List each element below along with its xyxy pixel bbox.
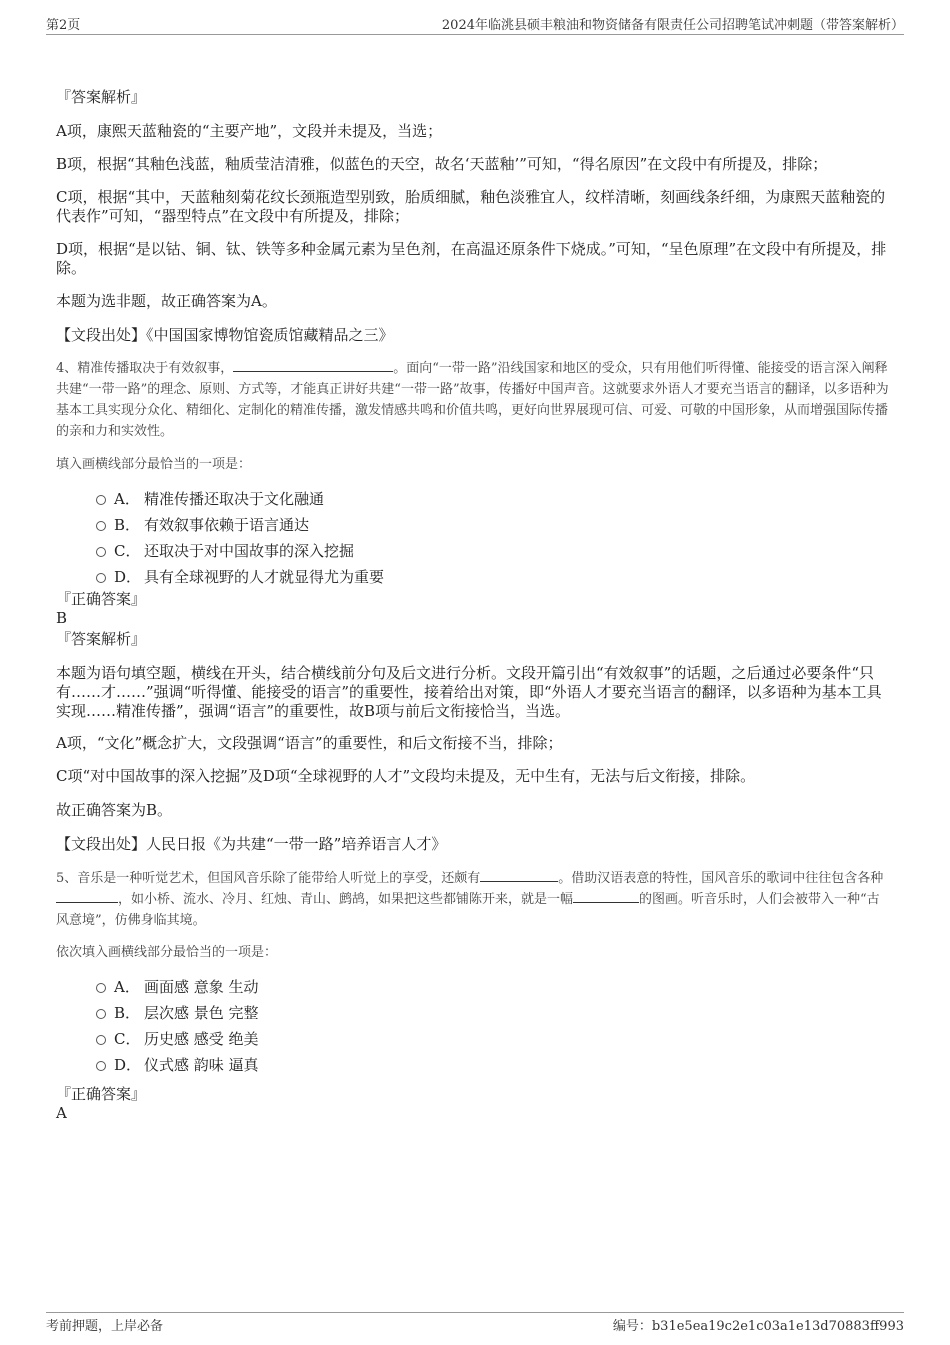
- page-header: [46, 14, 904, 35]
- radio-icon[interactable]: [96, 983, 106, 993]
- q4-option-b[interactable]: B． 有效叙事依赖于语言通达: [96, 515, 309, 535]
- q4-answer-label: 『正确答案』: [56, 590, 147, 608]
- q5-prompt: 依次填入画横线部分最恰当的一项是：: [56, 945, 278, 960]
- radio-icon[interactable]: [96, 1009, 106, 1019]
- q4-answer: B: [56, 609, 68, 627]
- q4-option-d[interactable]: D． 具有全球视野的人才就显得尤为重要: [96, 567, 384, 587]
- q4-option-a[interactable]: A． 精准传播还取决于文化融通: [96, 489, 324, 509]
- q5-option-d[interactable]: D． 仪式感 韵味 逼真: [96, 1055, 259, 1075]
- q4-stem-rest: 。面向“一带一路”沿线国家和地区的受众，只有用他们听得懂、能接受的语言深入阐释共建“一带一路”的理念、原则、方式等，才能真正讲好共建“一带一路”故事，传播好中国声音。这就要求外语人才要充当语言的翻译，以多语种为基本工具实现分众化、精细化、定制化的精准传播，激发情感共鸣和价值共鸣，更好向世界展现可信、可爱、可敬的中国形象，从而增强国际传播的亲和力和实效性。: [56, 361, 889, 439]
- footer-code: 编号：b31e5ea19c2e1c03a1e13d70883ff993: [612, 1319, 904, 1334]
- radio-icon[interactable]: [96, 1035, 106, 1045]
- q5-blank-1: [480, 869, 558, 882]
- radio-icon[interactable]: [96, 521, 106, 531]
- q3-analysis-b: B项，根据“其釉色浅蓝，釉质莹洁清雅，似蓝色的天空，故名‘天蓝釉’”可知，“得名原因”在文段中有所提及，排除；: [56, 155, 828, 173]
- q4-source: 【文段出处】人民日报《为共建“一带一路”培养语言人才》: [56, 835, 447, 853]
- q4-analysis-a: A项，“文化”概念扩大，文段强调“语言”的重要性，和后文衔接不当，排除；: [56, 734, 563, 752]
- document-title: 2024年临洮县硕丰粮油和物资储备有限责任公司招聘笔试冲刺题（带答案解析）: [441, 18, 904, 33]
- q5-option-b[interactable]: B． 层次感 景色 完整: [96, 1003, 259, 1023]
- q4-option-c[interactable]: C． 还取决于对中国故事的深入挖掘: [96, 541, 354, 561]
- q4-stem-start: 4、精准传播取决于有效叙事，: [56, 361, 234, 376]
- radio-icon[interactable]: [96, 495, 106, 505]
- q3-analysis-a: A项，康熙天蓝釉瓷的“主要产地”，文段并未提及，当选；: [56, 122, 443, 140]
- q5-answer: A: [56, 1104, 67, 1122]
- q5-option-c[interactable]: C． 历史感 感受 绝美: [96, 1029, 259, 1049]
- q3-analysis-label: 『答案解析』: [56, 88, 147, 106]
- q5-blank-2: [56, 890, 118, 903]
- q3-source: 【文段出处】《中国国家博物馆瓷质馆藏精品之三》: [56, 326, 394, 344]
- q5-blank-3: [573, 890, 639, 903]
- page-footer: [46, 1312, 904, 1337]
- q5-option-a[interactable]: A． 画面感 意象 生动: [96, 977, 259, 997]
- q4-stem: [56, 358, 892, 442]
- q4-analysis-label: 『答案解析』: [56, 630, 147, 648]
- q4-conclusion: 故正确答案为B。: [56, 801, 173, 819]
- q4-prompt: 填入画横线部分最恰当的一项是：: [56, 457, 252, 472]
- footer-slogan: 考前押题，上岸必备: [46, 1319, 164, 1334]
- q3-analysis-d: D项，根据“是以钴、铜、钛、铁等多种金属元素为呈色剂，在高温还原条件下烧成。”可知，“呈色原理”在文段中有所提及，排除。: [56, 240, 887, 277]
- q3-conclusion: 本题为选非题，故正确答案为A。: [56, 292, 277, 310]
- radio-icon[interactable]: [96, 547, 106, 557]
- q5-answer-label: 『正确答案』: [56, 1085, 147, 1103]
- radio-icon[interactable]: [96, 1061, 106, 1071]
- q3-analysis-c: C项，根据“其中，天蓝釉刻菊花纹长颈瓶造型别致，胎质细腻，釉色淡雅宜人，纹样清晰，刻画线条纤细，为康熙天蓝釉瓷的代表作”可知，“器型特点”在文段中有所提及，排除；: [56, 188, 886, 225]
- radio-icon[interactable]: [96, 573, 106, 583]
- q4-blank: [233, 359, 393, 372]
- page-number: 第2页: [46, 18, 81, 33]
- q4-analysis-cd: C项“对中国故事的深入挖掘”及D项“全球视野的人才”文段均未提及，无中生有，无法与后文衔接，排除。: [56, 767, 756, 785]
- q5-stem: 5、音乐是一种听觉艺术，但国风音乐除了能带给人听觉上的享受，还颇有 。借助汉语表意的特性，国风音乐的歌词中往往包含各种，如小桥、流水、冷月、红烛、青山、鹧鸪，如果把这些都铺陈开来，就是一幅 的图画。听音乐时，人们会被带入一种“古风意境”，仿佛身临其境。: [56, 871, 884, 928]
- q4-analysis: 本题为语句填空题，横线在开头，结合横线前分句及后文进行分析。文段开篇引出“有效叙事”的话题，之后通过必要条件“只有……才……”强调“听得懂、能接受的语言”的重要性，接着给出对策，即“外语人才要充当语言的翻译，以多语种为基本工具实现……精准传播”，强调“语言”的重要性，故B项与前后文衔接恰当，当选。: [56, 664, 882, 720]
